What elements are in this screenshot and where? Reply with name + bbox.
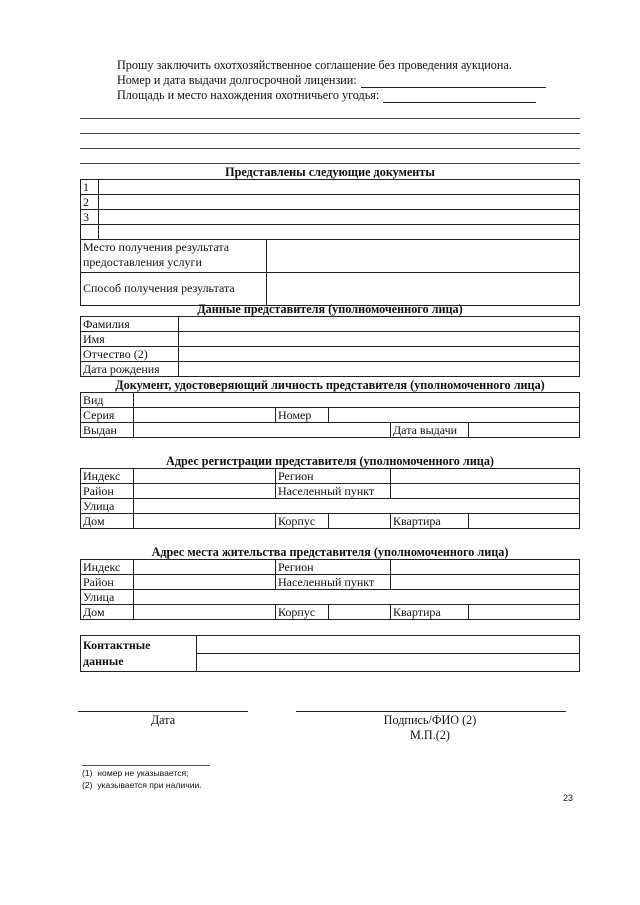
document-field[interactable] xyxy=(99,225,580,240)
table-row xyxy=(81,469,580,484)
patronymic-field[interactable] xyxy=(179,347,580,362)
footnote-2-mark: (2) xyxy=(82,780,93,790)
intro-line-1 xyxy=(117,58,557,73)
name-label: Имя xyxy=(81,332,179,347)
blank-line-3[interactable] xyxy=(80,148,580,149)
date-label: Дата xyxy=(150,713,176,727)
building-field[interactable] xyxy=(329,514,391,529)
table-row xyxy=(81,499,580,514)
place-row xyxy=(81,240,580,273)
signature-label: Подпись/ФИО (2) xyxy=(383,713,477,727)
row-number: 3 xyxy=(81,210,99,225)
apartment-field[interactable] xyxy=(469,514,580,529)
house-label: Дом xyxy=(81,605,134,620)
street-field[interactable] xyxy=(134,590,580,605)
reg-address-title: Адрес регистрации представителя (уполномоченного лица) xyxy=(166,454,494,468)
region-label: Регион xyxy=(276,469,391,484)
street-label: Улица xyxy=(81,590,134,605)
name-field[interactable] xyxy=(179,332,580,347)
intro-line-2 xyxy=(117,73,557,88)
number-field[interactable] xyxy=(329,408,580,423)
contacts-field[interactable] xyxy=(197,654,580,672)
locality-field[interactable] xyxy=(391,575,580,590)
table-row xyxy=(81,484,580,499)
intro-text-1: Прошу заключить охотхозяйственное соглашение без проведения аукциона. xyxy=(117,58,512,72)
street-label: Улица xyxy=(81,499,134,514)
rep-data-title: Данные представителя (уполномоченного лица) xyxy=(197,302,463,316)
date-line[interactable] xyxy=(78,711,248,712)
row-number xyxy=(81,225,99,240)
table-row xyxy=(81,317,580,332)
id-doc-title: Документ, удостоверяющий личность представителя (уполномоченного лица) xyxy=(115,378,545,392)
table-row xyxy=(81,423,580,438)
row-number: 2 xyxy=(81,195,99,210)
street-field[interactable] xyxy=(134,499,580,514)
signature-line[interactable] xyxy=(296,711,566,712)
issued-by-field[interactable] xyxy=(134,423,391,438)
building-label: Корпус xyxy=(276,514,329,529)
house-field[interactable] xyxy=(134,514,276,529)
index-field[interactable] xyxy=(134,560,276,575)
district-field[interactable] xyxy=(134,484,276,499)
region-field[interactable] xyxy=(391,469,580,484)
blank-line-4[interactable] xyxy=(80,163,580,164)
building-label: Корпус xyxy=(276,605,329,620)
table-row xyxy=(81,605,580,620)
intro-line-3 xyxy=(117,88,557,103)
district-field[interactable] xyxy=(134,575,276,590)
index-label: Индекс xyxy=(81,469,134,484)
footnote-1-mark: (1) xyxy=(82,768,93,778)
doc-type-label: Вид xyxy=(81,393,134,408)
table-row xyxy=(81,575,580,590)
locality-label: Населенный пункт xyxy=(276,484,391,499)
doc-type-field[interactable] xyxy=(134,393,580,408)
apartment-label: Квартира xyxy=(391,605,469,620)
res-address-table xyxy=(80,559,580,620)
place-field[interactable] xyxy=(267,240,580,273)
stamp-label: М.П.(2) xyxy=(410,728,450,742)
issue-date-field[interactable] xyxy=(469,423,580,438)
document-row xyxy=(81,195,580,210)
apartment-label: Квартира xyxy=(391,514,469,529)
intro-block xyxy=(117,58,557,103)
place-label: Место получения результата предоставления услуги xyxy=(81,240,267,273)
table-row xyxy=(81,560,580,575)
table-row xyxy=(81,514,580,529)
table-row xyxy=(81,636,580,654)
area-field[interactable] xyxy=(383,91,536,103)
issued-by-label: Выдан xyxy=(81,423,134,438)
area-label: Площадь и место нахождения охотничьего угодья: xyxy=(117,88,380,102)
footnote-2-text: указывается при наличии. xyxy=(97,780,202,790)
footnote-2 xyxy=(82,779,202,791)
house-field[interactable] xyxy=(134,605,276,620)
series-field[interactable] xyxy=(134,408,276,423)
page-number: 23 xyxy=(563,793,574,803)
surname-label: Фамилия xyxy=(81,317,179,332)
document-field[interactable] xyxy=(99,210,580,225)
apartment-field[interactable] xyxy=(469,605,580,620)
row-number: 1 xyxy=(81,180,99,195)
locality-label: Населенный пункт xyxy=(276,575,391,590)
table-row xyxy=(81,347,580,362)
locality-field[interactable] xyxy=(391,484,580,499)
footnote-1-text: номер не указывается; xyxy=(97,768,189,778)
document-row xyxy=(81,180,580,195)
table-row xyxy=(81,590,580,605)
documents-table xyxy=(80,179,580,306)
documents-title: Представлены следующие документы xyxy=(225,165,435,179)
method-field[interactable] xyxy=(267,273,580,306)
method-row xyxy=(81,273,580,306)
index-label: Индекс xyxy=(81,560,134,575)
issue-date-label: Дата выдачи xyxy=(391,423,469,438)
table-row xyxy=(81,332,580,347)
birthdate-field[interactable] xyxy=(179,362,580,377)
table-row xyxy=(81,393,580,408)
document-field[interactable] xyxy=(99,180,580,195)
contacts-table xyxy=(80,635,580,672)
reg-address-table xyxy=(80,468,580,529)
district-label: Район xyxy=(81,575,134,590)
contacts-field[interactable] xyxy=(197,636,580,654)
building-field[interactable] xyxy=(329,605,391,620)
document-field[interactable] xyxy=(99,195,580,210)
district-label: Район xyxy=(81,484,134,499)
document-row xyxy=(81,225,580,240)
id-doc-table xyxy=(80,392,580,438)
table-row xyxy=(81,362,580,377)
region-field[interactable] xyxy=(391,560,580,575)
patronymic-label: Отчество (2) xyxy=(81,347,179,362)
footnote-1 xyxy=(82,767,189,779)
birthdate-label: Дата рождения xyxy=(81,362,179,377)
region-label: Регион xyxy=(276,560,391,575)
blank-line-1[interactable] xyxy=(80,118,580,119)
rep-data-table xyxy=(80,316,580,377)
number-label: Номер xyxy=(276,408,329,423)
surname-field[interactable] xyxy=(179,317,580,332)
index-field[interactable] xyxy=(134,469,276,484)
license-field[interactable] xyxy=(361,76,546,88)
license-label: Номер и дата выдачи долгосрочной лицензии: xyxy=(117,73,357,87)
res-address-title: Адрес места жительства представителя (уполномоченного лица) xyxy=(151,545,509,559)
series-label: Серия xyxy=(81,408,134,423)
house-label: Дом xyxy=(81,514,134,529)
document-row xyxy=(81,210,580,225)
table-row xyxy=(81,408,580,423)
footnote-divider xyxy=(82,765,210,766)
contacts-label: Контактные данные xyxy=(81,636,197,672)
method-label: Способ получения результата xyxy=(81,273,267,306)
blank-line-2[interactable] xyxy=(80,133,580,134)
